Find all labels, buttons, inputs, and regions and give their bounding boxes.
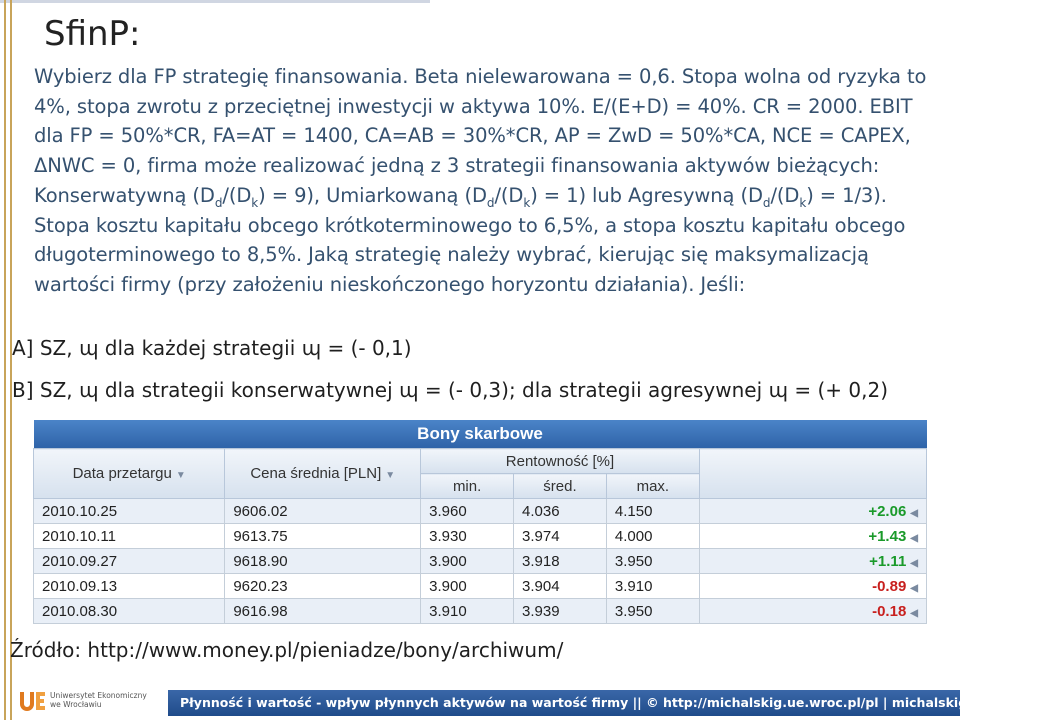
- left-rule: [4, 0, 6, 720]
- cell-change: +1.43 ◀: [699, 524, 926, 549]
- cell-avg: 3.974: [514, 524, 607, 549]
- expand-icon[interactable]: ◀: [910, 532, 918, 544]
- cell-max: 4.000: [606, 524, 699, 549]
- col-min: min.: [421, 474, 514, 499]
- case-a: A] SZ, ɰ dla każdej strategii ɰ = (- 0,1): [12, 336, 412, 360]
- cell-max: 3.910: [606, 574, 699, 599]
- cell-change: +2.06 ◀: [699, 499, 926, 524]
- expand-icon[interactable]: ◀: [910, 607, 918, 619]
- cell-price: 9606.02: [225, 499, 421, 524]
- ue-logo-icon: [18, 688, 46, 716]
- col-yield: Rentowność [%]: [421, 449, 700, 474]
- top-rule: [0, 0, 430, 3]
- bonds-table: [33, 420, 927, 632]
- col-price[interactable]: Cena średnia [PLN] ▼: [225, 449, 421, 499]
- cell-date: 2010.09.13: [34, 574, 225, 599]
- cell-change: -0.89 ◀: [699, 574, 926, 599]
- left-rule-inner: [10, 0, 12, 720]
- cell-min: 3.960: [421, 499, 514, 524]
- cell-avg: 3.904: [514, 574, 607, 599]
- col-avg: śred.: [514, 474, 607, 499]
- col-date[interactable]: Data przetargu ▼: [34, 449, 225, 499]
- col-max: max.: [606, 474, 699, 499]
- cell-max: 4.150: [606, 499, 699, 524]
- cell-min: 3.900: [421, 549, 514, 574]
- cell-price: 9616.98: [225, 599, 421, 624]
- university-logo: [18, 688, 158, 718]
- problem-text: Wybierz dla FP strategię finansowania. Beta nielewarowana = 0,6. Stopa wolna od ryzyka to 4%, stopa zwrotu z przeciętnej inwestycji w aktywa 10%. E/(E+D) = 40%. CR = 2000. EBIT dla FP = 50%*CR, FA=AT = 1400, CA=AB = 30%*CR, AP = ZwD = 50%*CA, NCE = CAPEX, ΔNWC = 0, firma może realizować jedną z 3 strategii finansowania aktywów bieżących: Konserwatywną $(D_d/(D_k) = 9)$, Umiarkowaną $(D_d/(D_k) = 1)$ lub Agresywną $(D_d/(D_k) = 1/3)$. Stopa kosztu kapitału obcego krótkoterminowego to 6,5%, a stopa kosztu kapitału obcego długoterminowego to 8,5%. Jaką strategię należy wybrać, kierując się maksymalizacją wartości firmy (przy założeniu nieskończonego horyzontu działania). Jeśli:: [34, 65, 927, 296]
- table-row: [34, 549, 927, 574]
- cell-change: +1.11 ◀: [699, 549, 926, 574]
- cell-max: 3.950: [606, 599, 699, 624]
- cell-change: -0.18 ◀: [699, 599, 926, 624]
- cell-avg: 4.036: [514, 499, 607, 524]
- cell-min: 3.930: [421, 524, 514, 549]
- col-change: [699, 449, 926, 499]
- sort-icon: ▼: [385, 470, 396, 481]
- cell-avg: 3.918: [514, 549, 607, 574]
- slide-title: SfinP:: [44, 14, 141, 54]
- cell-date: 2010.08.30: [34, 599, 225, 624]
- table-row: [34, 524, 927, 549]
- table-row: [34, 499, 927, 524]
- expand-icon[interactable]: ◀: [910, 582, 918, 594]
- table-row: [34, 599, 927, 624]
- cell-avg: 3.939: [514, 599, 607, 624]
- logo-text: Uniwersytet Ekonomiczny we Wrocławiu: [50, 691, 147, 709]
- footer: [0, 686, 1053, 720]
- cell-min: 3.900: [421, 574, 514, 599]
- cell-price: 9613.75: [225, 524, 421, 549]
- table-title: Bony skarbowe: [34, 420, 927, 449]
- source-note: Źródło: http://www.money.pl/pieniadze/bony/archiwum/: [10, 638, 564, 662]
- expand-icon[interactable]: ◀: [910, 507, 918, 519]
- cell-date: 2010.09.27: [34, 549, 225, 574]
- case-b: B] SZ, ɰ dla strategii konserwatywnej ɰ = (- 0,3); dla strategii agresywnej ɰ = (+ 0,2): [12, 378, 889, 402]
- cell-min: 3.910: [421, 599, 514, 624]
- table-row: [34, 574, 927, 599]
- sort-icon: ▼: [175, 470, 186, 481]
- expand-icon[interactable]: ◀: [910, 557, 918, 569]
- cell-price: 9620.23: [225, 574, 421, 599]
- footer-bar: Płynność i wartość - wpływ płynnych aktywów na wartość firmy || © http://michalskig.ue.wroc.pl/pl | michalskig@ue.wroc.pl: [168, 690, 960, 716]
- cell-date: 2010.10.25: [34, 499, 225, 524]
- cell-date: 2010.10.11: [34, 524, 225, 549]
- cell-price: 9618.90: [225, 549, 421, 574]
- cell-max: 3.950: [606, 549, 699, 574]
